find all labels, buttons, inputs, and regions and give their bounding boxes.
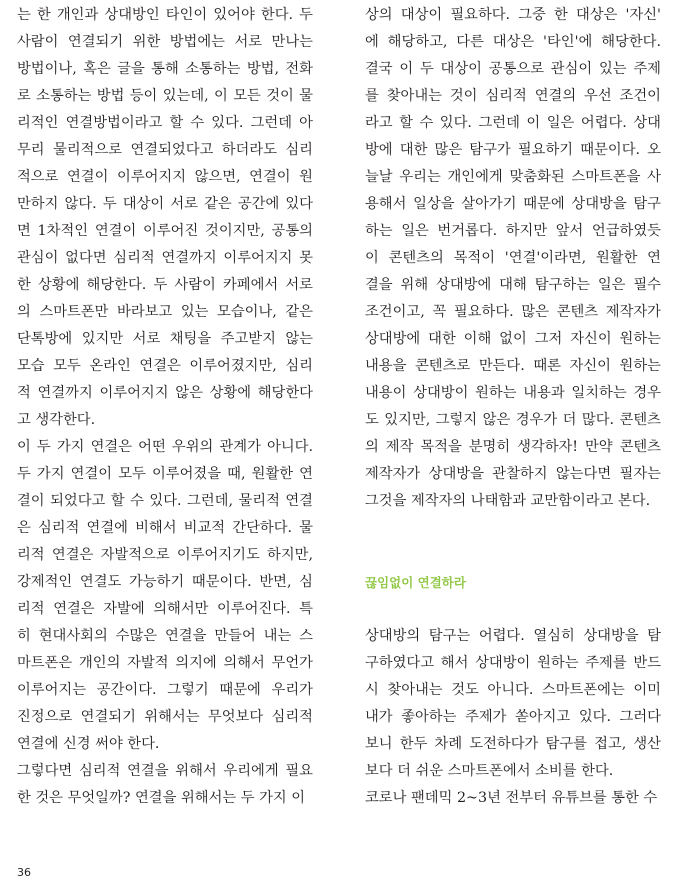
text-line: 보니 한두 차례 도전하다가 탐구를 접고, 생산 [365, 736, 661, 752]
left-column [17, 2, 313, 812]
text-line: 이 콘텐츠의 목적이 '연결'이라면, 원활한 연 [365, 250, 661, 266]
text-line: 로 소통하는 방법 등이 있는데, 이 모든 것이 물 [17, 88, 313, 104]
text-line: 면 1차적인 연결이 이루어진 것이지만, 공통의 [17, 223, 313, 239]
text-line: 강제적인 연결도 가능하기 때문이다. 반면, 심 [17, 574, 313, 590]
text-line: 상대방에 대한 이해 없이 그저 자신이 원하는 [365, 331, 661, 347]
text-line: 결을 위해 상대방에 대해 탐구하는 일은 필수 [365, 277, 661, 293]
text-line: 에 해당하고, 다른 대상은 '타인'에 해당한다. [365, 34, 661, 50]
right-column [365, 2, 661, 812]
text-line: 단톡방에 있지만 서로 채팅을 주고받지 않는 [17, 331, 313, 347]
text-line: 내가 좋아하는 주제가 쏟아지고 있다. 그러다 [365, 709, 661, 725]
text-line: 한 것은 무엇일까? 연결을 위해서는 두 가지 이 [17, 790, 306, 806]
text-line: 용해서 일상을 살아가기 때문에 상대방을 탐구 [365, 196, 661, 212]
text-line: 히 현대사회의 수많은 연결을 만들어 내는 스 [17, 628, 313, 644]
text-line: 결국 이 두 대상이 공통으로 관심이 있는 주제 [365, 61, 661, 77]
text-line: 마트폰은 개인의 자발적 의지에 의해서 무언가 [17, 655, 313, 671]
text-line: 만하지 않다. 두 대상이 서로 같은 공간에 있다 [17, 196, 313, 212]
text-line: 상의 대상이 필요하다. 그중 한 대상은 '자신' [365, 7, 661, 23]
text-line: 결이 되었다고 할 수 있다. 그런데, 물리적 연결 [17, 493, 313, 509]
text-line: 시 찾아내는 것도 아니다. 스마트폰에는 이미 [365, 682, 661, 698]
text-line: 방에 대한 많은 탐구가 필요하기 때문이다. 오 [365, 142, 661, 158]
text-line: 내용이 상대방이 원하는 내용과 일치하는 경우 [365, 385, 661, 401]
text-line: 라고 할 수 있다. 그런데 이 일은 어렵다. 상대 [365, 115, 661, 131]
text-line: 그렇다면 심리적 연결을 위해서 우리에게 필요 [17, 763, 313, 779]
text-line: 적 연결까지 이루어지지 않은 상황에 해당한다 [17, 385, 313, 401]
text-line: 은 심리적 연결에 비해서 비교적 간단하다. 물 [17, 520, 313, 536]
text-line: 적으로 연결이 이루어지지 않으면, 연결이 원 [17, 169, 313, 185]
text-line: 를 찾아내는 것이 심리적 연결의 우선 조건이 [365, 88, 661, 104]
text-line: 제작자가 상대방을 관찰하지 않는다면 필자는 [365, 466, 661, 482]
text-line: 모습 모두 온라인 연결은 이루어졌지만, 심리 [17, 358, 313, 374]
text-line: 연결에 신경 써야 한다. [17, 736, 160, 752]
text-line: 하는 일은 번거롭다. 하지만 앞서 언급하였듯 [365, 223, 661, 239]
text-line: 두 가지 연결이 모두 이루어졌을 때, 원활한 연 [17, 466, 313, 482]
text-line: 는 한 개인과 상대방인 타인이 있어야 한다. 두 [17, 7, 313, 23]
text-line: 상대방의 탐구는 어렵다. 열심히 상대방을 탐 [365, 628, 661, 644]
text-line: 도 있지만, 그렇지 않은 경우가 더 많다. 콘텐츠 [365, 412, 661, 428]
right-column-bottom-text [365, 623, 661, 812]
right-column-top-text [365, 2, 661, 515]
text-line: 한 상황에 해당한다. 두 사람이 카페에서 서로 [17, 277, 313, 293]
text-line: 사람이 연결되기 위한 방법에는 서로 만나는 [17, 34, 313, 50]
text-line: 방법이나, 혹은 글을 통해 소통하는 방법, 전화 [17, 61, 313, 77]
spacer [365, 596, 661, 623]
text-line: 이루어지는 공간이다. 그렇기 때문에 우리가 [17, 682, 313, 698]
text-line: 이 두 가지 연결은 어떤 우위의 관계가 아니다. [17, 439, 313, 455]
text-line: 내용을 콘텐츠로 만든다. 때론 자신이 원하는 [365, 358, 661, 374]
text-line: 구하였다고 해서 상대방이 원하는 주제를 반드 [365, 655, 661, 671]
text-line: 조건이고, 꼭 필요하다. 많은 콘텐츠 제작자가 [365, 304, 661, 320]
text-line: 무리 물리적으로 연결되었다고 하더라도 심리 [17, 142, 313, 158]
text-line: 그것을 제작자의 나태함과 교만함이라고 본다. [365, 493, 651, 509]
text-line: 코로나 팬데믹 2~3년 전부터 유튜브를 통한 수 [365, 790, 658, 806]
text-line: 의 스마트폰만 바라보고 있는 모습이나, 같은 [17, 304, 313, 320]
spacer [365, 515, 661, 542]
text-line: 늘날 우리는 개인에게 맞춤화된 스마트폰을 사 [365, 169, 661, 185]
section-heading: 끊임없이 연결하라 [365, 575, 466, 590]
text-line: 의 제작 목적을 분명히 생각하자! 만약 콘텐츠 [365, 439, 661, 455]
text-line: 리적 연결은 자발적으로 이루어지기도 하지만, [17, 547, 313, 563]
text-line: 리적 연결은 자발에 의해서만 이루어진다. 특 [17, 601, 313, 617]
text-line: 리적인 연결방법이라고 할 수 있다. 그런데 아 [17, 115, 313, 131]
text-line: 진정으로 연결되기 위해서는 무엇보다 심리적 [17, 709, 313, 725]
spacer [365, 542, 661, 569]
text-line: 관심이 없다면 심리적 연결까지 이루어지지 못 [17, 250, 313, 266]
page-number: 36 [17, 866, 31, 879]
text-line: 고 생각한다. [17, 412, 96, 428]
text-line: 보다 더 쉬운 스마트폰에서 소비를 한다. [365, 763, 614, 779]
